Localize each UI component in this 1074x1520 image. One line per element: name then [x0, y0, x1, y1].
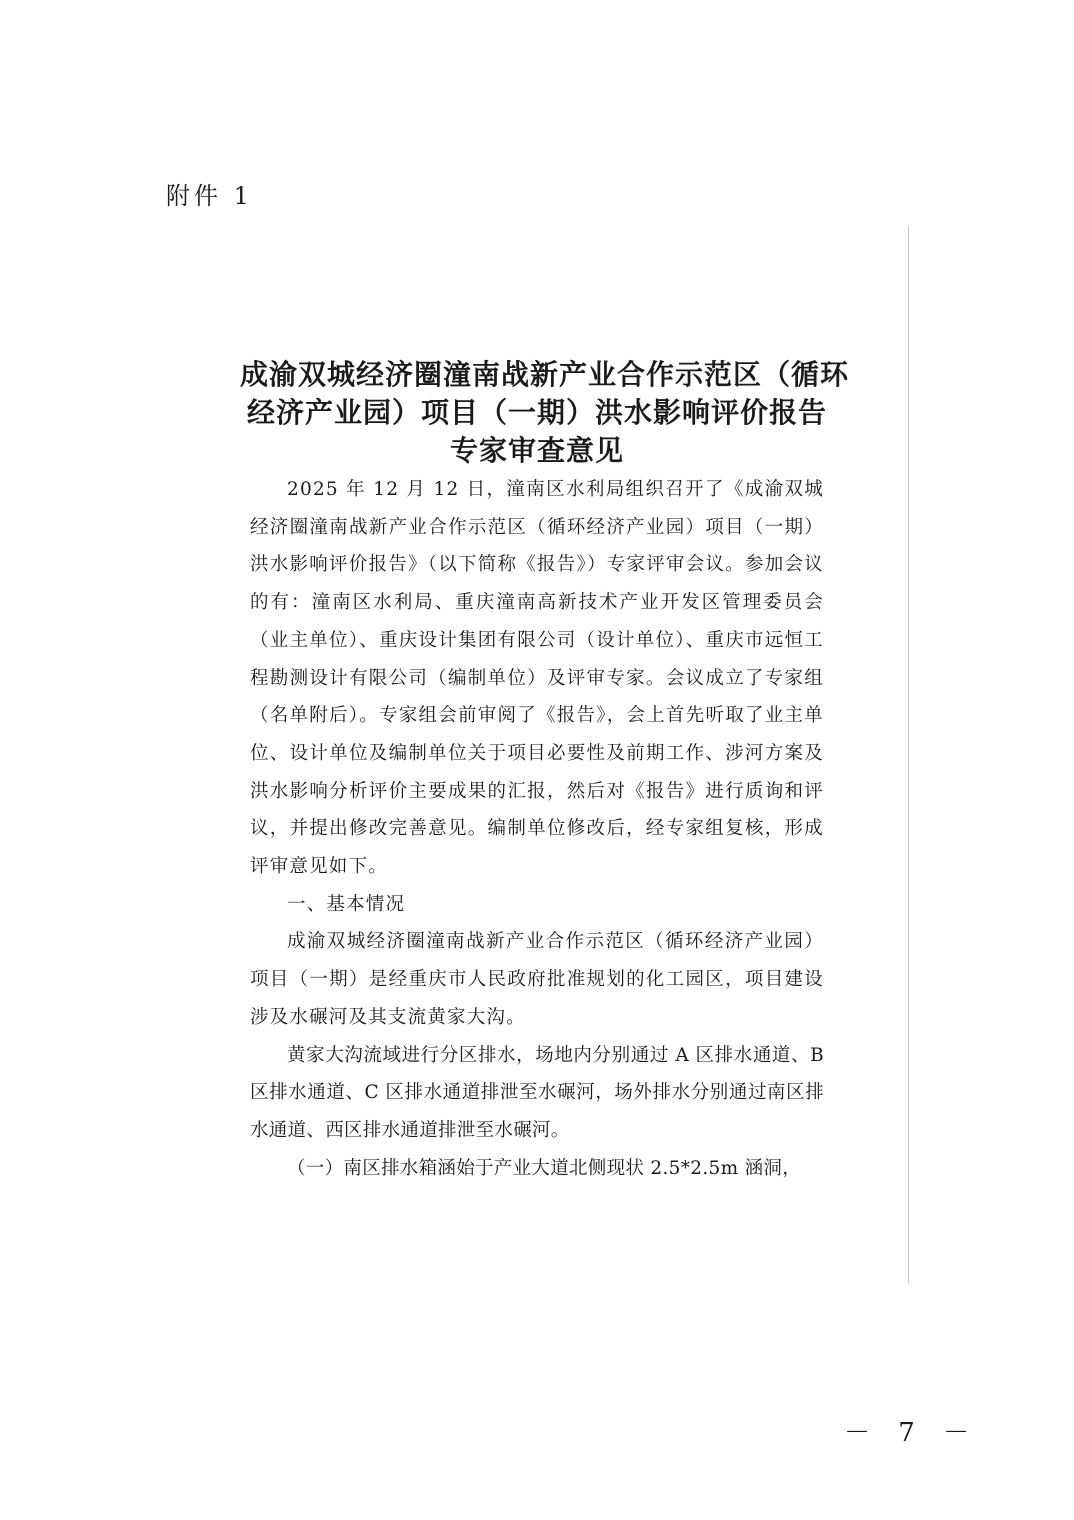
intro-paragraph: 2025 年 12 月 12 日，潼南区水利局组织召开了《成渝双城经济圈潼南战新产业合作示范区（循环经济产业园）项目（一期）洪水影响评价报告》（以下简称《报告》）专家评审会议。参加会议的有：潼南区水利局、重庆潼南高新技术产业开发区管理委员会（业主单位）、重庆设计集团有限公司（设计单位）、重庆市远恒工程勘测设计有限公司（编制单位）及评审专家。会议成立了专家组（名单附后）。专家组会前审阅了《报告》，会上首先听取了业主单位、设计单位及编制单位关于项目必要性及前期工作、涉河方案及洪水影响分析评价主要成果的汇报，然后对《报告》进行质询和评议，并提出修改完善意见。编制单位修改后，经专家组复核，形成评审意见如下。: [250, 479, 824, 878]
title-line-2: 经济产业园）项目（一期）洪水影响评价报告: [246, 396, 827, 429]
page-number: － 7 －: [844, 1418, 980, 1448]
title-line-1: 成渝双城经济圈潼南战新产业合作示范区（循环: [240, 358, 850, 391]
drainage-paragraph: 黄家大沟流域进行分区排水，场地内分别通过 A 区排水通道、B 区排水通道、C 区排水通道排泄至水碾河，场外排水分别通过南区排水通道、西区排水通道排泄至水碾河。: [250, 1044, 824, 1141]
document-title: [240, 356, 850, 470]
attachment-label: 附件 1: [166, 182, 253, 210]
title-line-3: 专家审查意见: [449, 434, 624, 467]
project-overview-paragraph: 成渝双城经济圈潼南战新产业合作示范区（循环经济产业园）项目（一期）是经重庆市人民政府批准规划的化工园区，项目建设涉及水碾河及其支流黄家大沟。: [250, 931, 824, 1028]
document-body: [250, 471, 824, 1187]
section-heading-basic-info: 一、基本情况: [287, 893, 406, 915]
margin-divider: [908, 226, 909, 1284]
south-culvert-paragraph: （一）南区排水箱涵始于产业大道北侧现状 2.5*2.5m 涵洞，: [287, 1157, 801, 1179]
